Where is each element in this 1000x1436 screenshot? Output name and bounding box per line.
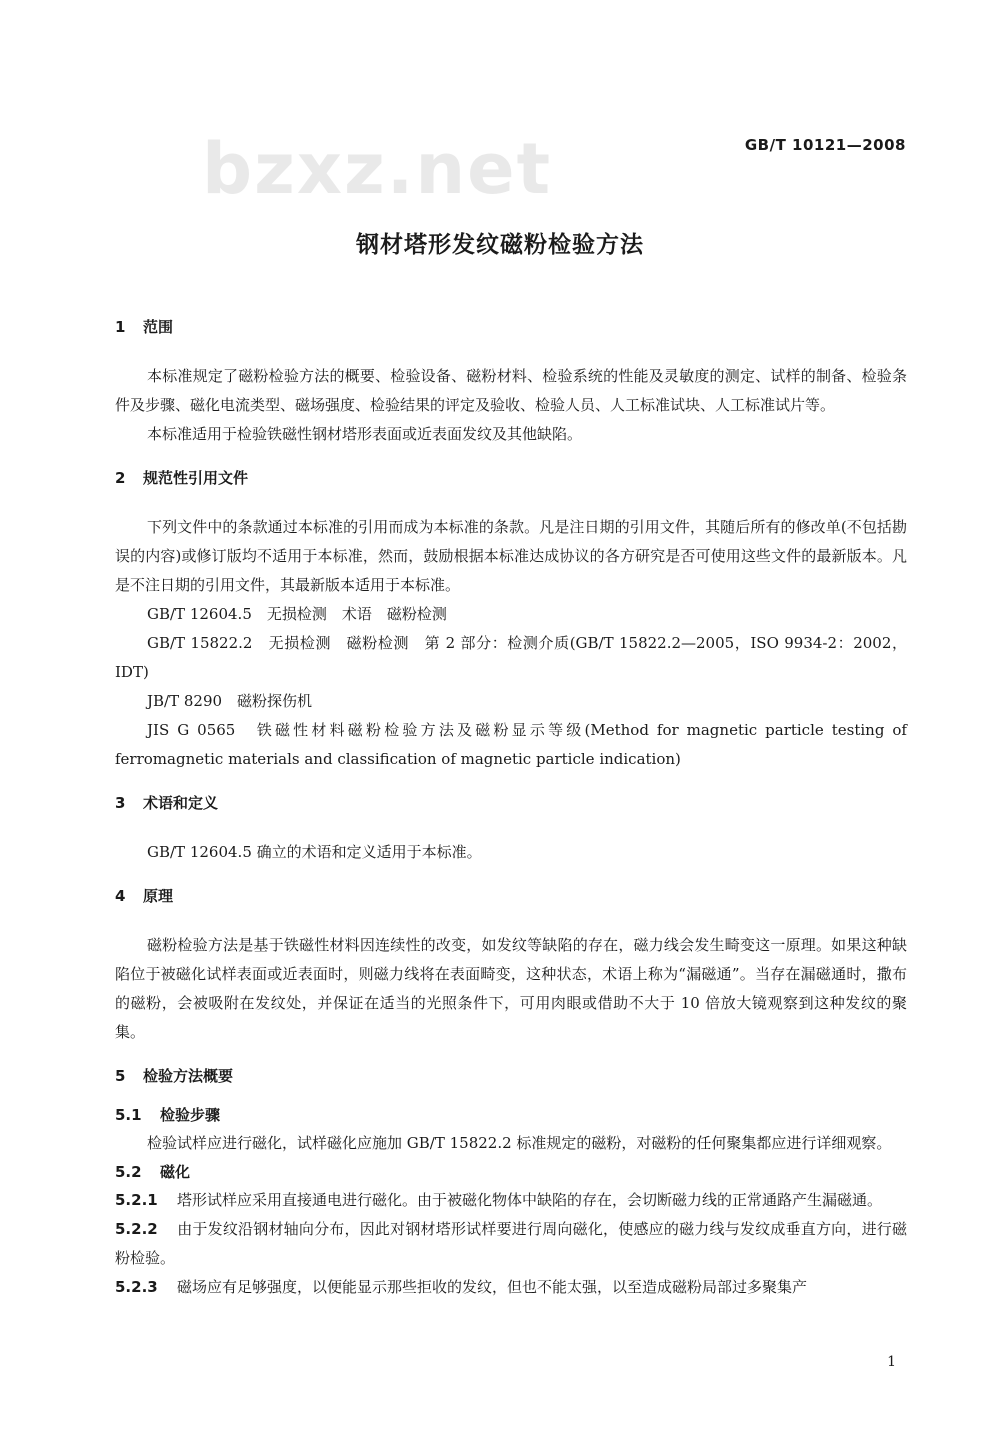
subsection-number: 5.1 xyxy=(115,1106,142,1124)
document-title: 钢材塔形发纹磁粉检验方法 xyxy=(356,232,644,258)
clause-number: 5.2.1 xyxy=(115,1191,158,1209)
section-number: 5 xyxy=(115,1067,126,1085)
paragraph: GB/T 12604.5 确立的术语和定义适用于本标准。 xyxy=(147,843,482,861)
subsection-title: 磁化 xyxy=(160,1163,191,1181)
paragraph: 下列文件中的条款通过本标准的引用而成为本标准的条款。凡是注日期的引用文件，其随后所有的修改单(不包括勘误的内容)或修订版均不适用于本标准，然而，鼓励根据本标准达成协议的各方研究是否可使用这些文件的最新版本。凡是不注日期的引用文件，其最新版本适用于本标准。 xyxy=(115,518,907,594)
subsection-number: 5.2 xyxy=(115,1163,142,1181)
standard-number: GB/T 10121—2008 xyxy=(744,136,906,154)
clause-number: 5.2.2 xyxy=(115,1220,158,1238)
paragraph: 磁粉检验方法是基于铁磁性材料因连续性的改变，如发纹等缺陷的存在，磁力线会发生畸变这一原理。如果这种缺陷位于被磁化试样表面或近表面时，则磁力线将在表面畸变，这种状态，术语上称为“漏磁通”。当存在漏磁通时，撒布的磁粉，会被吸附在发纹处，并保证在适当的光照条件下，可用肉眼或借助不大于 10 倍放大镜观察到这种发纹的聚集。 xyxy=(115,936,907,1041)
section-title: 检验方法概要 xyxy=(143,1067,234,1085)
section-title: 术语和定义 xyxy=(143,794,219,812)
section-3-heading xyxy=(115,790,907,816)
section-1-heading xyxy=(115,314,907,340)
section-number: 3 xyxy=(115,794,126,812)
section-number: 4 xyxy=(115,887,126,905)
page-number: 1 xyxy=(887,1354,896,1370)
clause-5-2-3 xyxy=(115,1273,907,1302)
section-2-heading xyxy=(115,465,907,491)
paragraph: 检验试样应进行磁化，试样磁化应施加 GB/T 15822.2 标准规定的磁粉，对磁粉的任何聚集都应进行详细观察。 xyxy=(147,1134,892,1152)
clause-text: 由于发纹沿钢材轴向分布，因此对钢材塔形试样要进行周向磁化，使感应的磁力线与发纹成垂直方向，进行磁粉检验。 xyxy=(115,1220,907,1267)
section-4-heading xyxy=(115,883,907,909)
clause-number: 5.2.3 xyxy=(115,1278,158,1296)
paragraph: 本标准适用于检验铁磁性钢材塔形表面或近表面发纹及其他缺陷。 xyxy=(147,425,583,443)
clause-text: 塔形试样应采用直接通电进行磁化。由于被磁化物体中缺陷的存在，会切断磁力线的正常通路产生漏磁通。 xyxy=(177,1191,883,1209)
subsection-5-2-heading xyxy=(115,1158,907,1186)
clause-5-2-2 xyxy=(115,1215,907,1273)
watermark: bzxz.net xyxy=(202,128,553,210)
clause-5-2-1 xyxy=(115,1186,907,1215)
reference-item: GB/T 12604.5 无损检测 术语 磁粉检测 xyxy=(147,605,447,623)
reference-item: JB/T 8290 磁粉探伤机 xyxy=(147,692,313,710)
section-number: 1 xyxy=(115,318,126,336)
clause-text: 磁场应有足够强度，以便能显示那些拒收的发纹，但也不能太强，以至造成磁粉局部过多聚集产 xyxy=(177,1278,808,1296)
document-body xyxy=(115,314,907,1302)
section-title: 原理 xyxy=(143,887,174,905)
section-title: 范围 xyxy=(143,318,174,336)
subsection-5-1-heading xyxy=(115,1101,907,1129)
section-number: 2 xyxy=(115,469,126,487)
section-5-heading xyxy=(115,1063,907,1089)
subsection-title: 检验步骤 xyxy=(160,1106,221,1124)
paragraph: 本标准规定了磁粉检验方法的概要、检验设备、磁粉材料、检验系统的性能及灵敏度的测定、试样的制备、检验条件及步骤、磁化电流类型、磁场强度、检验结果的评定及验收、检验人员、人工标准试块、人工标准试片等。 xyxy=(115,367,907,414)
section-title: 规范性引用文件 xyxy=(143,469,249,487)
reference-item: JIS G 0565 铁磁性材料磁粉检验方法及磁粉显示等级(Method for magnetic particle testing of ferromagnetic materials and classification of magnetic particle indication) xyxy=(115,721,907,768)
reference-item: GB/T 15822.2 无损检测 磁粉检测 第 2 部分：检测介质(GB/T 15822.2—2005，ISO 9934-2：2002，IDT) xyxy=(115,634,907,681)
